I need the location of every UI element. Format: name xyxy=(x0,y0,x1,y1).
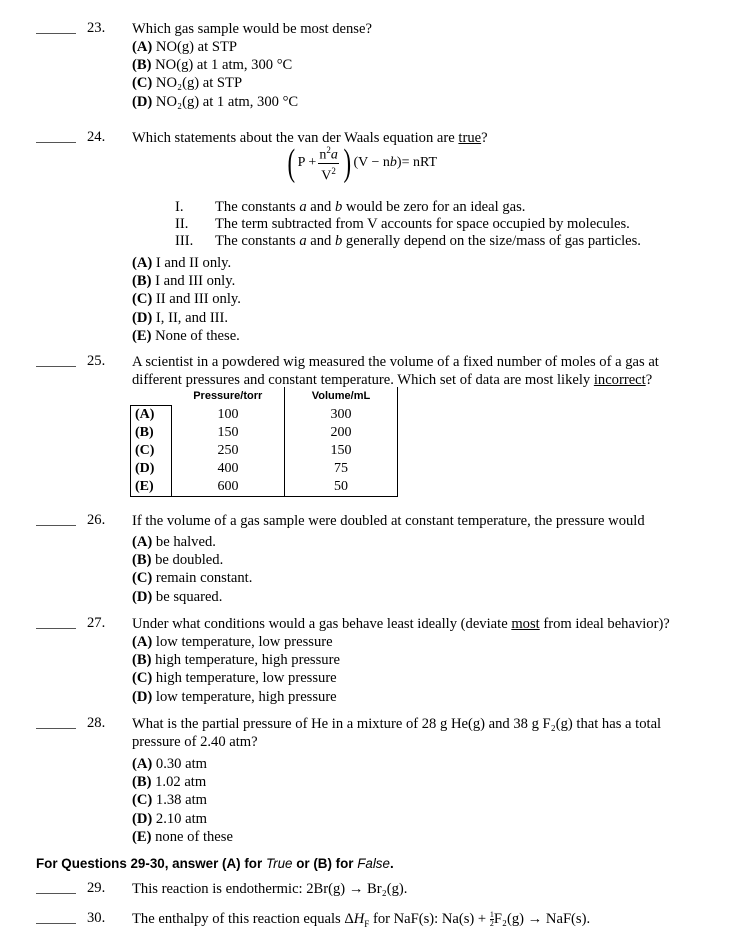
statement-2: II. The term subtracted from V accounts for space occupied by molecules. xyxy=(175,216,630,232)
option-a: (A) I and II only. xyxy=(132,255,232,271)
option-b: (B) NO(g) at 1 atm, 300 °C xyxy=(132,57,293,74)
van-der-waals-equation: ( P + $\frac{n^2a}{V^2}$ ) (V − n b )= nRT xyxy=(287,142,438,185)
option-a: (A) NO(g) at STP xyxy=(132,39,237,55)
question-number: 26. xyxy=(87,512,106,528)
table-row: (D) 400 75 xyxy=(131,460,398,478)
question-number: 25. xyxy=(87,353,106,369)
answer-blank[interactable] xyxy=(36,525,76,526)
data-table xyxy=(130,387,398,497)
table-row: (C) 250 150 xyxy=(131,442,398,460)
table-row: (A) 100 300 xyxy=(131,406,398,425)
option-d: (D) 2.10 atm xyxy=(132,810,207,827)
answer-blank[interactable] xyxy=(36,628,76,629)
answer-blank[interactable] xyxy=(36,366,76,367)
answer-blank[interactable] xyxy=(36,893,76,894)
question-stem: A scientist in a powdered wig measured the volume of a fixed number of moles of a gas at different pressures and constant temperature. Which set of data are most likely incorrect? xyxy=(132,354,659,388)
option-b: (B) be doubled. xyxy=(132,552,224,569)
question-number: 24. xyxy=(87,129,106,145)
option-a: (A) low temperature, low pressure xyxy=(132,634,333,650)
question-stem: What is the partial pressure of He in a mixture of 28 g He(g) and 38 g F₂(g) that has a total xyxy=(132,716,662,732)
question-stem: Under what conditions would a gas behave least ideally (deviate most from ideal behavior)? xyxy=(132,616,670,632)
one-half-fraction: $\frac{1}{2}$ xyxy=(489,910,494,929)
true-false-instructions: For Questions 29-30, answer (A) for True or (B) for False. xyxy=(36,856,394,871)
option-e: (E) none of these xyxy=(132,828,233,845)
option-list xyxy=(132,254,722,345)
option-b: (B) 1.02 atm xyxy=(132,774,207,791)
option-a: (A) 0.30 atm xyxy=(132,756,207,772)
question-number: 28. xyxy=(87,715,106,731)
question-stem: Which statements about the van der Waals equation are true? xyxy=(132,130,488,146)
question-number: 30. xyxy=(87,910,106,926)
column-header: Pressure/torr xyxy=(172,387,285,406)
answer-blank[interactable] xyxy=(36,33,76,34)
statement-1: I. The constants a and b would be zero for an ideal gas. xyxy=(175,199,526,215)
question-stem: This reaction is endothermic: 2Br(g) → Br₂(g). xyxy=(132,881,408,897)
option-d: (D) be squared. xyxy=(132,588,223,605)
option-c: (C) high temperature, low pressure xyxy=(132,670,337,687)
option-e: (E) None of these. xyxy=(132,327,240,344)
table-row: (E) 600 50 xyxy=(131,478,398,497)
answer-blank[interactable] xyxy=(36,142,76,143)
option-c: (C) NO₂(g) at STP xyxy=(132,75,243,92)
option-d: (D) low temperature, high pressure xyxy=(132,688,337,705)
option-c: (C) 1.38 atm xyxy=(132,792,207,809)
question-number: 23. xyxy=(87,20,106,36)
question-stem: If the volume of a gas sample were doubled at constant temperature, the pressure would xyxy=(132,513,645,529)
question-number: 29. xyxy=(87,880,106,896)
question-stem: Which gas sample would be most dense? xyxy=(132,21,372,37)
statement-list xyxy=(175,199,641,250)
option-c: (C) II and III only. xyxy=(132,291,241,308)
option-c: (C) remain constant. xyxy=(132,570,253,587)
answer-blank[interactable] xyxy=(36,728,76,729)
answer-blank[interactable] xyxy=(36,923,76,924)
option-a: (A) be halved. xyxy=(132,534,216,550)
question-number: 27. xyxy=(87,615,106,631)
question-stem-cont: pressure of 2.40 atm? xyxy=(132,734,258,750)
option-d: (D) I, II, and III. xyxy=(132,309,229,326)
question-stem: The enthalpy of this reaction equals $\Delta H_F$ for NaF(s): Na(s) + $\frac{1}{2}$ F₂(g) → NaF(s). xyxy=(132,910,591,929)
table-row: (B) 150 200 xyxy=(131,424,398,442)
option-b: (B) high temperature, high pressure xyxy=(132,652,340,669)
option-d: (D) NO₂(g) at 1 atm, 300 °C xyxy=(132,93,299,110)
option-b: (B) I and III only. xyxy=(132,273,236,290)
statement-3: III. The constants a and b generally depend on the size/mass of gas particles. xyxy=(175,233,641,249)
column-header: Volume/mL xyxy=(285,387,398,406)
